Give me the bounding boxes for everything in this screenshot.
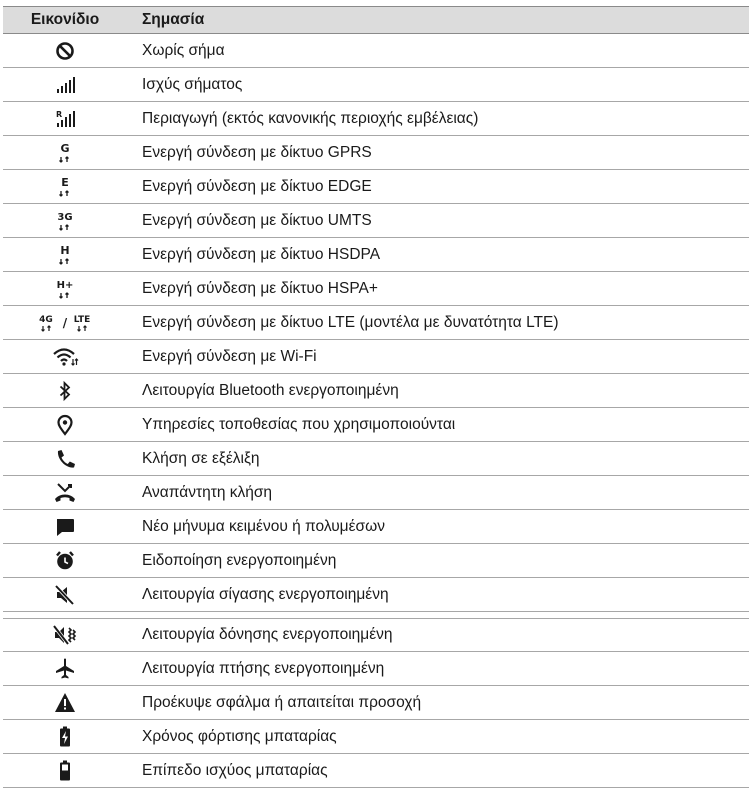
location-pin-icon	[48, 412, 82, 438]
bluetooth-icon	[48, 378, 82, 404]
row-meaning: Λειτουργία Bluetooth ενεργοποιημένη	[142, 381, 399, 399]
table-header	[3, 6, 749, 34]
row-meaning: Λειτουργία σίγασης ενεργοποιημένη	[142, 585, 389, 603]
table-row	[3, 618, 749, 652]
table-row	[3, 476, 749, 510]
table-row	[3, 442, 749, 476]
table-row	[3, 68, 749, 102]
table-row	[3, 34, 749, 68]
row-meaning: Νέο μήνυμα κειμένου ή πολυμέσων	[142, 517, 385, 535]
table-row	[3, 510, 749, 544]
meaning-column-header: Σημασία	[142, 11, 205, 28]
battery-charging-icon	[48, 724, 82, 750]
umts-3g-icon	[48, 208, 82, 234]
warning-icon	[48, 690, 82, 716]
row-meaning: Χρόνος φόρτισης μπαταρίας	[142, 727, 337, 745]
row-meaning: Ενεργή σύνδεση με δίκτυο HSDPA	[142, 245, 381, 263]
row-meaning: Περιαγωγή (εκτός κανονικής περιοχής εμβέλειας)	[142, 109, 479, 127]
edge-icon	[48, 174, 82, 200]
row-meaning: Επίπεδο ισχύος μπαταρίας	[142, 761, 328, 779]
table-row	[3, 272, 749, 306]
row-meaning: Ενεργή σύνδεση με δίκτυο GPRS	[142, 143, 372, 161]
gprs-icon-label: G	[60, 141, 70, 155]
row-meaning: Ενεργή σύνδεση με δίκτυο UMTS	[142, 211, 372, 229]
gprs-icon	[48, 140, 82, 166]
row-meaning: Ειδοποίηση ενεργοποιημένη	[142, 551, 337, 569]
hspa-icon-label: H+	[56, 279, 74, 291]
table-row	[3, 340, 749, 374]
row-meaning: Χωρίς σήμα	[142, 41, 225, 59]
table-row	[3, 408, 749, 442]
vibrate-icon	[48, 622, 82, 648]
icon-column-header: Εικονίδιο	[30, 11, 100, 28]
missed-call-icon	[48, 480, 82, 506]
lte-4g-icon	[33, 310, 97, 336]
table-row	[3, 102, 749, 136]
table-row	[3, 578, 749, 612]
lte-icon-separator: /	[62, 315, 68, 330]
lte-icon-label-4g: 4G	[39, 314, 53, 325]
row-meaning: Ενεργή σύνδεση με δίκτυο EDGE	[142, 177, 372, 195]
battery-level-icon	[48, 758, 82, 784]
row-meaning: Ισχύς σήματος	[142, 75, 243, 93]
roaming-icon-label: R	[56, 109, 63, 119]
row-meaning: Λειτουργία πτήσης ενεργοποιημένη	[142, 659, 385, 677]
no-signal-icon	[48, 38, 82, 64]
table-row	[3, 374, 749, 408]
edge-icon-label: E	[61, 175, 69, 189]
wifi-icon	[48, 344, 82, 370]
umts-icon-label: 3G	[57, 211, 73, 223]
signal-strength-icon	[48, 72, 82, 98]
row-meaning: Υπηρεσίες τοποθεσίας που χρησιμοποιούνται	[142, 415, 456, 433]
row-meaning: Ενεργή σύνδεση με Wi-Fi	[142, 347, 317, 365]
table-row	[3, 306, 749, 340]
table-row	[3, 544, 749, 578]
hsdpa-icon-label: H	[60, 243, 70, 257]
table-row	[3, 686, 749, 720]
table-row	[3, 720, 749, 754]
hsdpa-icon	[48, 242, 82, 268]
table-row	[3, 204, 749, 238]
message-icon	[48, 514, 82, 540]
table-row	[3, 754, 749, 788]
phone-call-icon	[48, 446, 82, 472]
table-row	[3, 170, 749, 204]
mute-icon	[48, 582, 82, 608]
roaming-icon	[48, 106, 82, 132]
status-icons-table	[3, 6, 749, 788]
row-meaning: Ενεργή σύνδεση με δίκτυο LTE (μοντέλα με δυνατότητα LTE)	[142, 313, 559, 331]
airplane-icon	[48, 656, 82, 682]
row-meaning: Κλήση σε εξέλιξη	[142, 449, 260, 467]
row-meaning: Αναπάντητη κλήση	[142, 483, 273, 501]
row-meaning: Προέκυψε σφάλμα ή απαιτείται προσοχή	[142, 693, 422, 711]
table-row	[3, 238, 749, 272]
table-row	[3, 652, 749, 686]
hspa-plus-icon	[48, 276, 82, 302]
lte-icon-label-lte: LTE	[73, 314, 91, 325]
row-meaning: Λειτουργία δόνησης ενεργοποιημένη	[142, 626, 393, 643]
row-meaning: Ενεργή σύνδεση με δίκτυο HSPA+	[142, 279, 378, 297]
table-row	[3, 136, 749, 170]
alarm-clock-icon	[48, 548, 82, 574]
